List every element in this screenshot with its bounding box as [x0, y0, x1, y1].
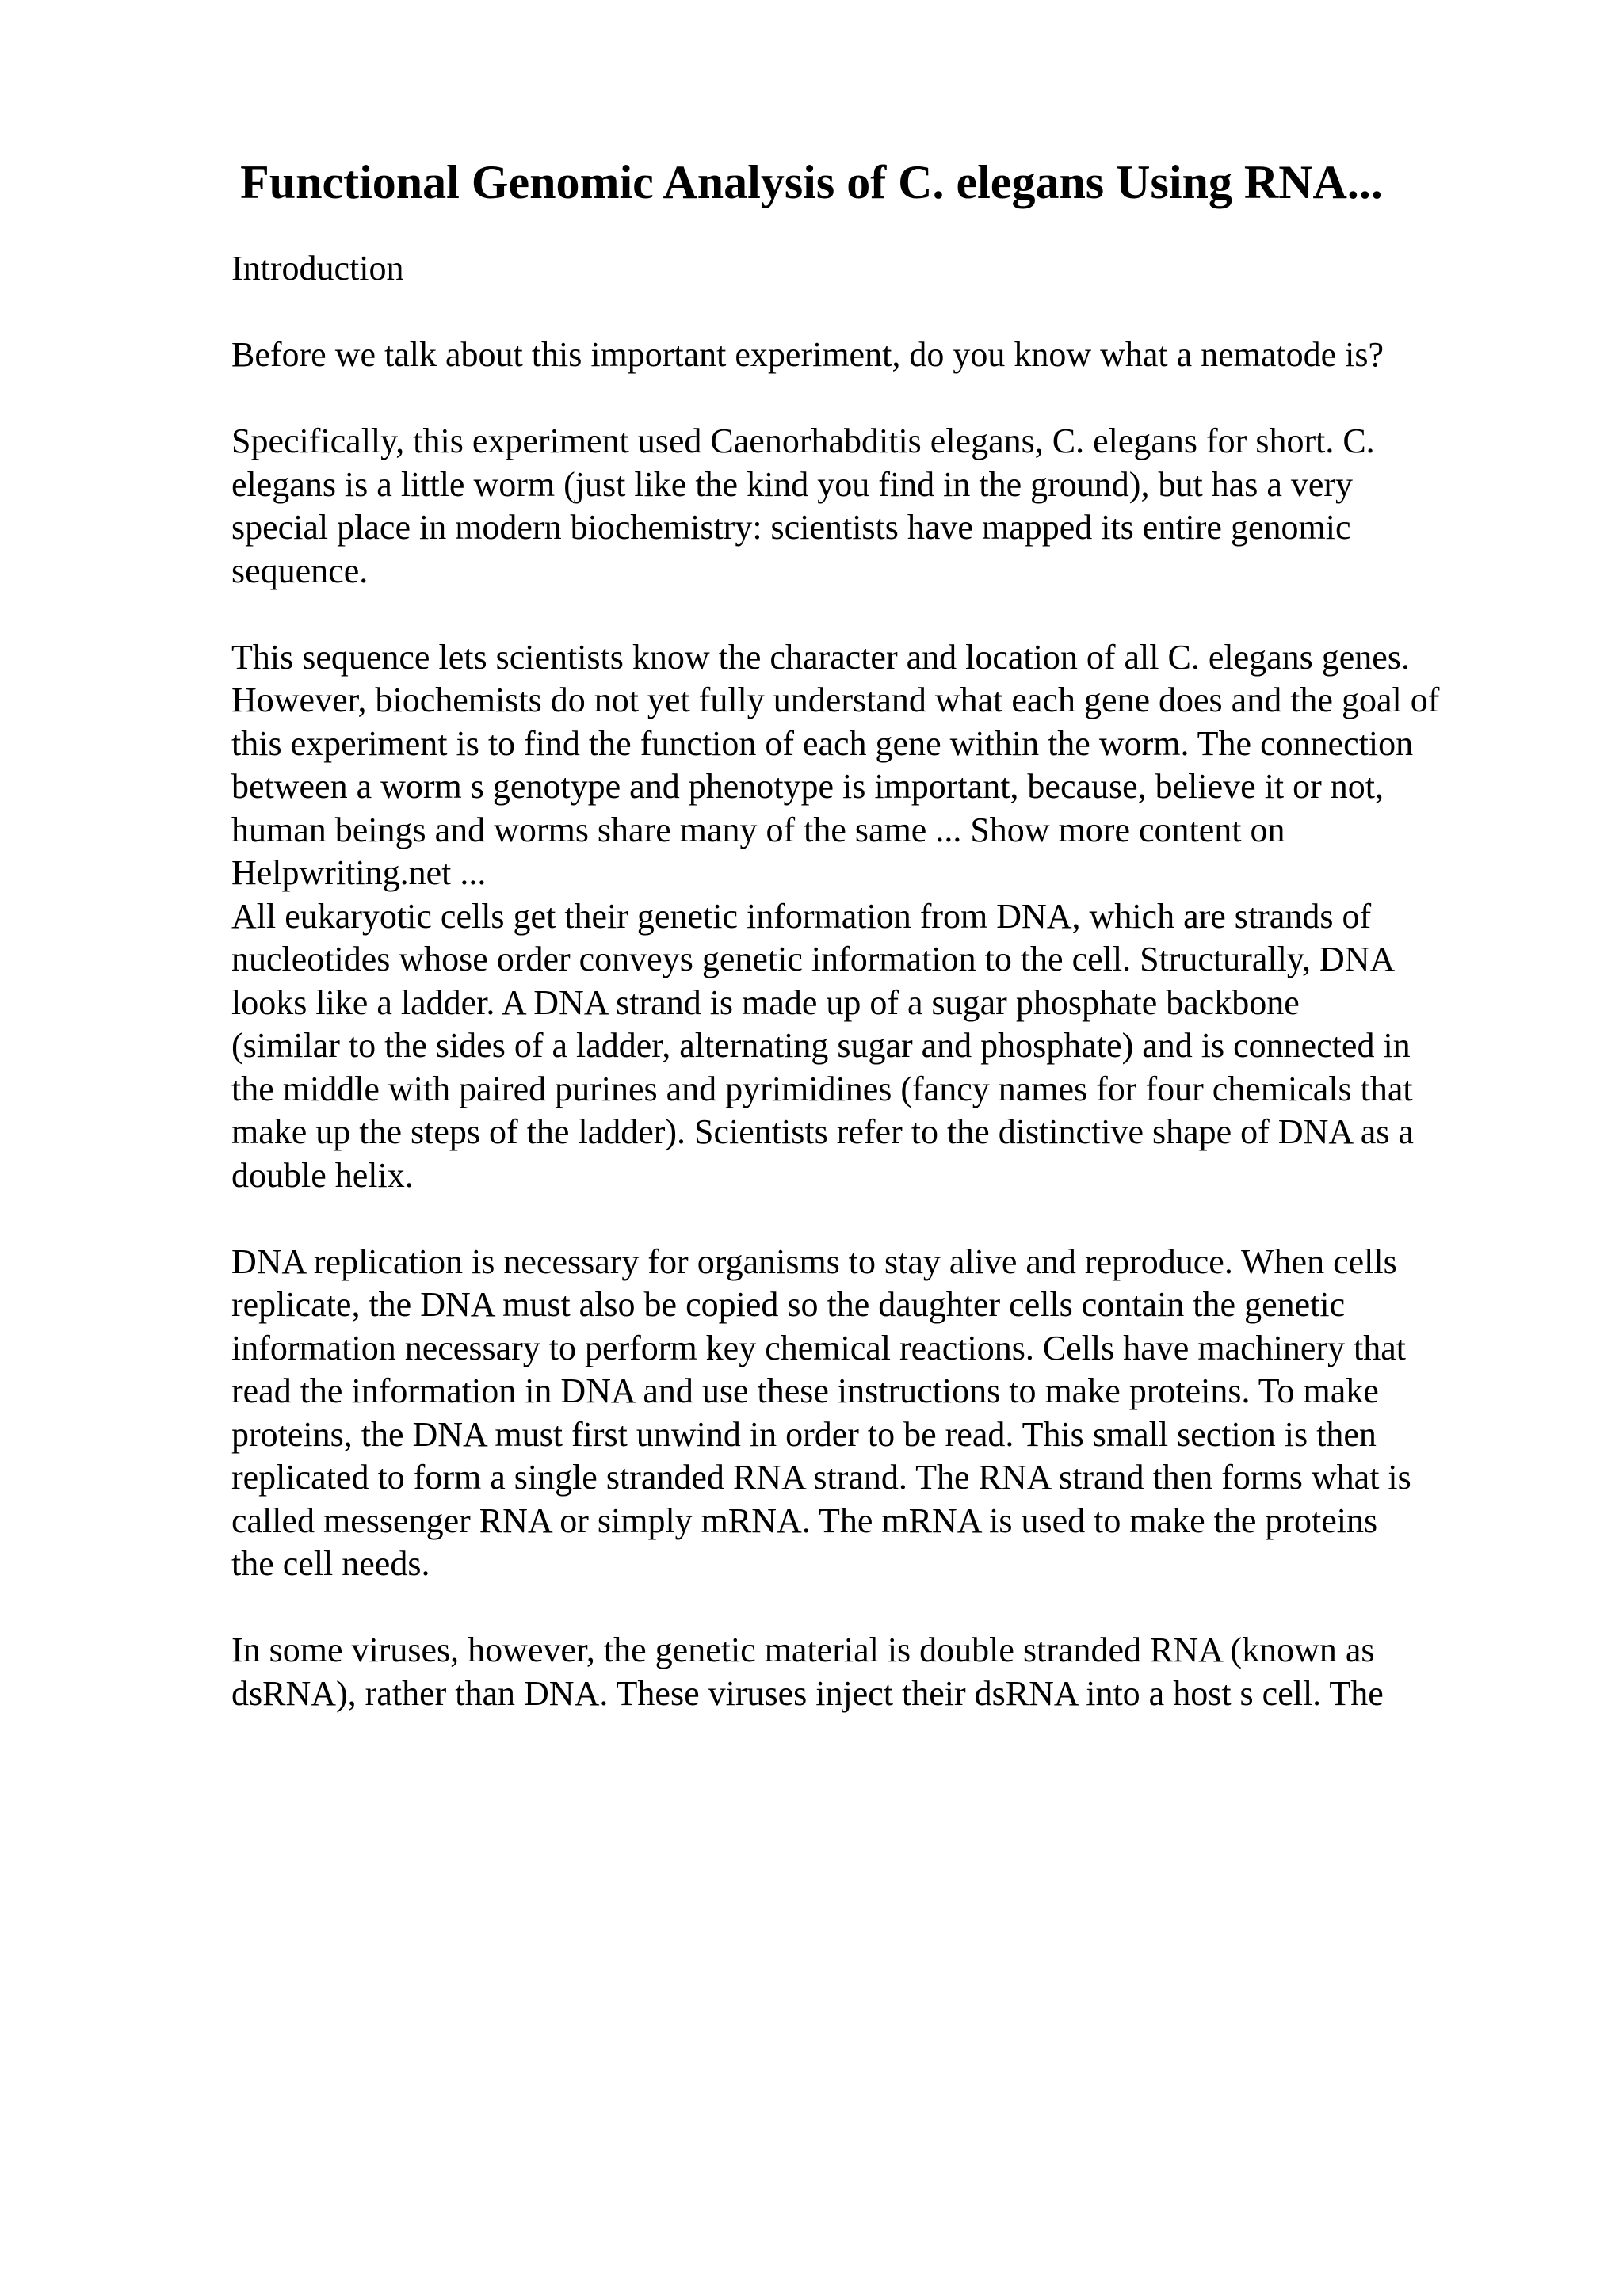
paragraph-3	[231, 636, 1531, 895]
paragraph-line: proteins, the DNA must first unwind in order to be read. This small section is then	[231, 1414, 1377, 1454]
paragraph-line: Helpwriting.net ...	[231, 853, 487, 892]
section-heading-introduction: Introduction	[231, 249, 404, 288]
document-title: Functional Genomic Analysis of C. elegans Using RNA...	[240, 156, 1383, 208]
document-body	[231, 247, 1531, 1715]
paragraph-line: sequence.	[231, 551, 369, 590]
paragraph-line: All eukaryotic cells get their genetic information from DNA, which are strands of	[231, 896, 1372, 936]
paragraph-line: Specifically, this experiment used Caenorhabditis elegans, C. elegans for short. C.	[231, 421, 1375, 460]
paragraph-line: the middle with paired purines and pyrimidines (fancy names for four chemicals that	[231, 1069, 1413, 1108]
paragraph-line: make up the steps of the ladder). Scientists refer to the distinctive shape of DNA as a	[231, 1112, 1414, 1151]
paragraph-line: replicate, the DNA must also be copied so the daughter cells contain the genetic	[231, 1285, 1346, 1324]
paragraph-5	[231, 1241, 1531, 1586]
paragraph-line: nucleotides whose order conveys genetic information to the cell. Structurally, DNA	[231, 940, 1396, 978]
paragraph-line: human beings and worms share many of the same ... Show more content on	[231, 810, 1285, 849]
paragraph-line: between a worm s genotype and phenotype is important, because, believe it or not,	[231, 767, 1384, 806]
paragraph-line: information necessary to perform key chemical reactions. Cells have machinery that	[231, 1328, 1406, 1367]
paragraph-line: looks like a ladder. A DNA strand is made up of a sugar phosphate backbone	[231, 982, 1300, 1022]
paragraph-6	[231, 1629, 1531, 1715]
paragraph-line: double helix.	[231, 1155, 414, 1195]
paragraph-line: elegans is a little worm (just like the kind you find in the ground), but has a very	[231, 464, 1354, 504]
paragraph-line: the cell needs.	[231, 1544, 430, 1583]
paragraph-line: called messenger RNA or simply mRNA. The mRNA is used to make the proteins	[231, 1501, 1378, 1540]
paragraph-spacer	[231, 1197, 1531, 1241]
paragraph-2	[231, 420, 1531, 593]
paragraph-4	[231, 895, 1531, 1198]
paragraph-line: However, biochemists do not yet fully understand what each gene does and the goal of	[231, 681, 1440, 719]
paragraph-spacer	[231, 593, 1531, 636]
paragraph-spacer	[231, 291, 1531, 334]
paragraph-line: (similar to the sides of a ladder, alternating sugar and phosphate) and is connected in	[231, 1026, 1411, 1065]
paragraph-line: Before we talk about this important experiment, do you know what a nematode is?	[231, 335, 1384, 374]
paragraph-spacer	[231, 377, 1531, 421]
paragraph-line: replicated to form a single stranded RNA strand. The RNA strand then forms what is	[231, 1458, 1411, 1497]
paragraph-line: read the information in DNA and use these instructions to make proteins. To make	[231, 1371, 1379, 1410]
paragraph-line: this experiment is to find the function of each gene within the worm. The connection	[231, 723, 1414, 763]
paragraph-line: DNA replication is necessary for organisms to stay alive and reproduce. When cells	[231, 1241, 1397, 1281]
paragraph-spacer	[231, 1586, 1531, 1630]
paragraph-line: dsRNA), rather than DNA. These viruses inject their dsRNA into a host s cell. The	[231, 1673, 1384, 1713]
paragraph-line: This sequence lets scientists know the character and location of all C. elegans genes.	[231, 637, 1410, 677]
paragraph-1	[231, 334, 1531, 377]
paragraph-line: In some viruses, however, the genetic material is double stranded RNA (known as	[231, 1630, 1375, 1669]
paragraph-line: special place in modern biochemistry: scientists have mapped its entire genomic	[231, 508, 1351, 547]
